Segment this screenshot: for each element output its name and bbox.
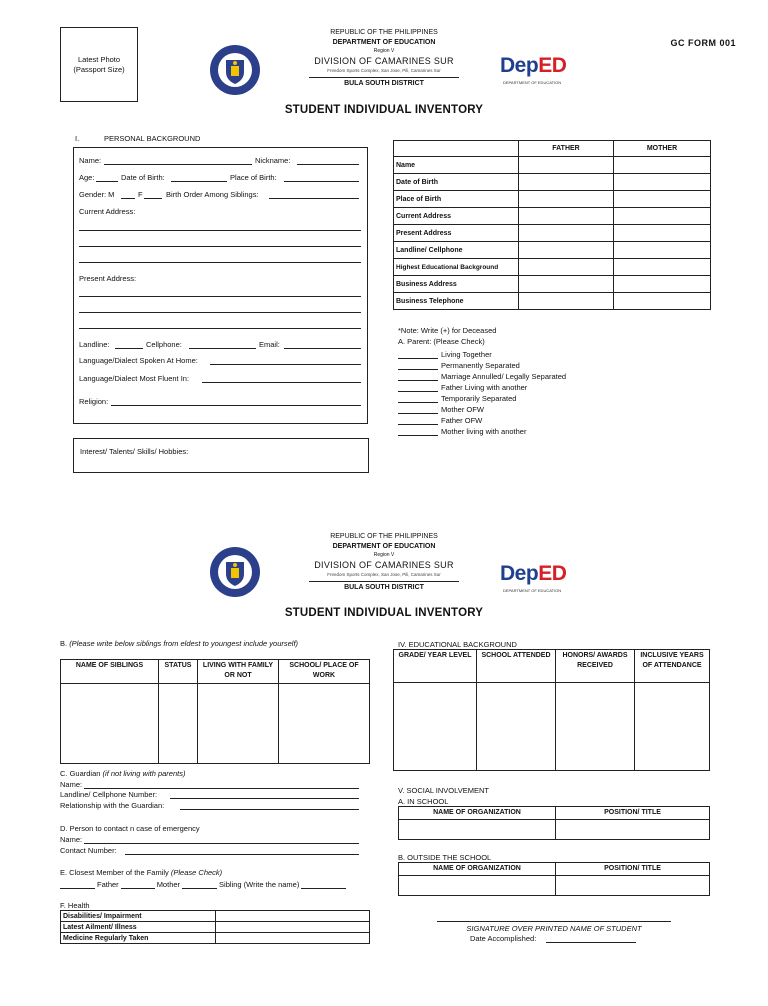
header-block (309, 532, 459, 592)
parent-row-label: Place of Birth (394, 191, 519, 208)
deped-seal-icon (209, 546, 261, 598)
deped-logo: DepED (500, 562, 567, 585)
father-cell[interactable] (519, 276, 614, 293)
guardian-contact-field[interactable] (170, 798, 359, 799)
emergency-heading: D. Person to contact n case of emergency (60, 824, 200, 833)
education-cell[interactable] (635, 683, 710, 771)
health-cell[interactable] (216, 911, 370, 922)
health-row-label: Disabilities/ Impairment (61, 911, 216, 922)
mother-cell[interactable] (614, 225, 711, 242)
education-col-header: HONORS/ AWARDS RECEIVED (556, 650, 635, 683)
outside-school-table (398, 862, 710, 896)
birth-order-label: Birth Order Among Siblings: (166, 190, 259, 199)
mother-cell[interactable] (614, 293, 711, 310)
siblings-cell[interactable] (61, 684, 159, 764)
district-text: BULA SOUTH DISTRICT (309, 77, 459, 89)
org-col-header: NAME OF ORGANIZATION (399, 863, 556, 876)
language-fluent-label: Language/Dialect Most Fluent In: (79, 374, 190, 383)
parent-row-label: Present Address (394, 225, 519, 242)
name-label: Name: (79, 156, 102, 165)
health-row-label: Medicine Regularly Taken (61, 933, 216, 944)
interest-box[interactable] (73, 438, 369, 473)
health-cell[interactable] (216, 933, 370, 944)
mother-cell[interactable] (614, 208, 711, 225)
form-code: GC FORM 001 (670, 38, 736, 48)
department-text: DEPARTMENT OF EDUCATION (332, 542, 436, 550)
parent-status-list (398, 348, 648, 436)
gender-m-field[interactable] (121, 198, 135, 199)
parent-row-label: Highest Educational Background (394, 259, 519, 276)
health-heading: F. Health (60, 901, 90, 910)
present-address-label: Present Address: (79, 274, 137, 283)
position-cell[interactable] (556, 820, 710, 840)
nickname-field[interactable] (297, 164, 359, 165)
deped-logo: DepED (500, 54, 567, 77)
closest-sibling-name-field[interactable] (301, 888, 346, 889)
section-number: I. (75, 134, 80, 143)
photo-box[interactable] (60, 27, 138, 102)
age-label: Age: (79, 173, 95, 182)
father-cell[interactable] (519, 174, 614, 191)
closest-mother-field[interactable] (121, 888, 155, 889)
deceased-note: *Note: Write (+) for Deceased (398, 326, 497, 335)
cellphone-label: Cellphone: (146, 340, 182, 349)
nickname-label: Nickname: (255, 156, 291, 165)
closest-mother-label: Mother (156, 880, 181, 889)
district-text: BULA SOUTH DISTRICT (309, 581, 459, 593)
in-school-heading: A. IN SCHOOL (398, 797, 449, 806)
pob-field[interactable] (284, 181, 359, 182)
position-col-header: POSITION/ TITLE (556, 863, 710, 876)
parent-status-option[interactable]: Mother OFW (398, 403, 648, 414)
siblings-col-header: LIVING WITH FAMILY OR NOT (198, 660, 279, 684)
personal-box (73, 147, 368, 424)
mother-cell[interactable] (614, 191, 711, 208)
republic-text: REPUBLIC OF THE PHILIPPINES (330, 29, 438, 36)
emergency-name-field[interactable] (84, 843, 359, 844)
education-cell[interactable] (477, 683, 556, 771)
cellphone-field[interactable] (189, 348, 256, 349)
siblings-cell[interactable] (279, 684, 370, 764)
education-col-header: INCLUSIVE YEARS OF ATTENDANCE (635, 650, 710, 683)
parents-table (393, 140, 711, 310)
parent-row-label: Date of Birth (394, 174, 519, 191)
emergency-name-label: Name: (60, 835, 83, 844)
pob-label: Place of Birth: (230, 173, 277, 182)
father-column-header: FATHER (519, 141, 614, 157)
age-field[interactable] (96, 181, 118, 182)
health-cell[interactable] (216, 922, 370, 933)
parent-row-label: Current Address (394, 208, 519, 225)
parent-row-label: Business Address (394, 276, 519, 293)
father-cell[interactable] (519, 242, 614, 259)
siblings-col-header: SCHOOL/ PLACE OF WORK (279, 660, 370, 684)
header-block (309, 28, 459, 88)
social-heading: V. SOCIAL INVOLVEMENT (398, 786, 489, 795)
siblings-col-header: STATUS (159, 660, 198, 684)
parent-status-option[interactable]: Marriage Annulled/ Legally Separated (398, 370, 648, 381)
religion-field[interactable] (111, 405, 361, 406)
outside-school-heading: B. OUTSIDE THE SCHOOL (398, 853, 492, 862)
parent-status-option[interactable]: Father OFW (398, 414, 648, 425)
region-text: Region V (373, 552, 395, 558)
current-address-label: Current Address: (79, 207, 136, 216)
present-address-line-1[interactable] (79, 296, 361, 297)
language-home-label: Language/Dialect Spoken At Home: (79, 356, 198, 365)
republic-text: REPUBLIC OF THE PHILIPPINES (330, 533, 438, 540)
siblings-cell[interactable] (159, 684, 198, 764)
org-cell[interactable] (399, 820, 556, 840)
father-cell[interactable] (519, 208, 614, 225)
father-cell[interactable] (519, 225, 614, 242)
signature-label: SIGNATURE OVER PRINTED NAME OF STUDENT (466, 924, 642, 933)
name-field[interactable] (104, 164, 252, 165)
closest-sibling-label: Sibling (Write the name) (219, 880, 300, 889)
org-cell[interactable] (399, 876, 556, 896)
parent-status-option[interactable]: Temporarily Separated (398, 392, 648, 403)
address-text: Freedom Sports Complex, San Jose, Pili, Camarines Sur (327, 572, 441, 577)
guardian-contact-label: Landline/ Cellphone Number: (60, 790, 158, 799)
present-address-line-2[interactable] (79, 312, 361, 313)
mother-cell[interactable] (614, 157, 711, 174)
siblings-intro: B. (Please write below siblings from eldest to youngest include yourself) (60, 639, 299, 648)
father-cell[interactable] (519, 259, 614, 276)
mother-cell[interactable] (614, 259, 711, 276)
current-address-line-1[interactable] (79, 230, 361, 231)
present-address-line-3[interactable] (79, 328, 361, 329)
guardian-heading: C. Guardian (if not living with parents) (60, 769, 186, 778)
siblings-table (60, 659, 370, 764)
division-text: DIVISION OF CAMARINES SUR (314, 559, 454, 570)
siblings-col-header: NAME OF SIBLINGS (61, 660, 159, 684)
division-text: DIVISION OF CAMARINES SUR (314, 55, 454, 66)
dob-field[interactable] (171, 181, 227, 182)
current-address-line-2[interactable] (79, 246, 361, 247)
gender-label: Gender: M (79, 190, 115, 199)
interest-label: Interest/ Talents/ Skills/ Hobbies: (80, 447, 189, 456)
photo-label-2: (Passport Size) (73, 64, 125, 74)
parent-status-heading: A. Parent: (Please Check) (398, 337, 485, 346)
siblings-cell[interactable] (198, 684, 279, 764)
emergency-contact-label: Contact Number: (60, 846, 117, 855)
section-heading: PERSONAL BACKGROUND (104, 134, 201, 143)
parent-status-option[interactable]: Permanently Separated (398, 359, 648, 370)
language-fluent-field[interactable] (202, 382, 361, 383)
mother-column-header: MOTHER (614, 141, 711, 157)
gender-f-field[interactable] (144, 198, 162, 199)
parent-status-option[interactable]: Living Together (398, 348, 648, 359)
gender-f-label: F (138, 190, 143, 199)
education-heading: IV. EDUCATIONAL BACKGROUND (398, 640, 517, 649)
org-col-header: NAME OF ORGANIZATION (399, 807, 556, 820)
health-row-label: Latest Ailment/ Illness (61, 922, 216, 933)
landline-field[interactable] (115, 348, 143, 349)
closest-father-label: Father (97, 880, 119, 889)
emergency-contact-field[interactable] (125, 854, 359, 855)
guardian-name-label: Name: (60, 780, 83, 789)
region-text: Region V (373, 48, 395, 54)
date-field[interactable] (546, 942, 636, 943)
signature-line[interactable] (437, 921, 671, 922)
page-title: STUDENT INDIVIDUAL INVENTORY (284, 104, 484, 116)
guardian-relationship-label: Relationship with the Guardian: (60, 801, 165, 810)
mother-cell[interactable] (614, 174, 711, 191)
current-address-line-3[interactable] (79, 262, 361, 263)
parent-row-label: Name (394, 157, 519, 174)
deped-tagline: DEPARTMENT OF EDUCATION (503, 80, 562, 85)
language-home-field[interactable] (210, 364, 361, 365)
deped-seal-icon (209, 44, 261, 96)
address-text: Freedom Sports Complex, San Jose, Pili, Camarines Sur (327, 68, 441, 73)
parent-status-option[interactable]: Mother living with another (398, 425, 648, 436)
mother-cell[interactable] (614, 276, 711, 293)
closest-sibling-field[interactable] (182, 888, 217, 889)
email-field[interactable] (284, 348, 361, 349)
guardian-relationship-field[interactable] (180, 809, 359, 810)
education-cell[interactable] (556, 683, 635, 771)
father-cell[interactable] (519, 157, 614, 174)
parent-row-label: Landline/ Cellphone (394, 242, 519, 259)
in-school-table (398, 806, 710, 840)
closest-father-field[interactable] (60, 888, 95, 889)
closest-heading: E. Closest Member of the Family (Please Check) (60, 868, 223, 877)
parent-status-option[interactable]: Father Living with another (398, 381, 648, 392)
closest-options (60, 879, 346, 889)
page-title: STUDENT INDIVIDUAL INVENTORY (284, 607, 484, 619)
guardian-name-field[interactable] (84, 788, 359, 789)
education-cell[interactable] (394, 683, 477, 771)
parent-row-label: Business Telephone (394, 293, 519, 310)
landline-label: Landline: (79, 340, 110, 349)
mother-cell[interactable] (614, 242, 711, 259)
position-col-header: POSITION/ TITLE (556, 807, 710, 820)
photo-label-1: Latest Photo (77, 54, 121, 64)
email-label: Email: (259, 340, 280, 349)
father-cell[interactable] (519, 191, 614, 208)
department-text: DEPARTMENT OF EDUCATION (332, 38, 436, 46)
education-col-header: SCHOOL ATTENDED (477, 650, 556, 683)
education-table (393, 649, 710, 771)
father-cell[interactable] (519, 293, 614, 310)
position-cell[interactable] (556, 876, 710, 896)
dob-label: Date of Birth: (121, 173, 165, 182)
birth-order-field[interactable] (269, 198, 359, 199)
religion-label: Religion: (79, 397, 109, 406)
health-table (60, 910, 370, 944)
date-label: Date Accomplished: (470, 934, 537, 943)
education-col-header: GRADE/ YEAR LEVEL (394, 650, 477, 683)
deped-tagline: DEPARTMENT OF EDUCATION (503, 588, 562, 593)
